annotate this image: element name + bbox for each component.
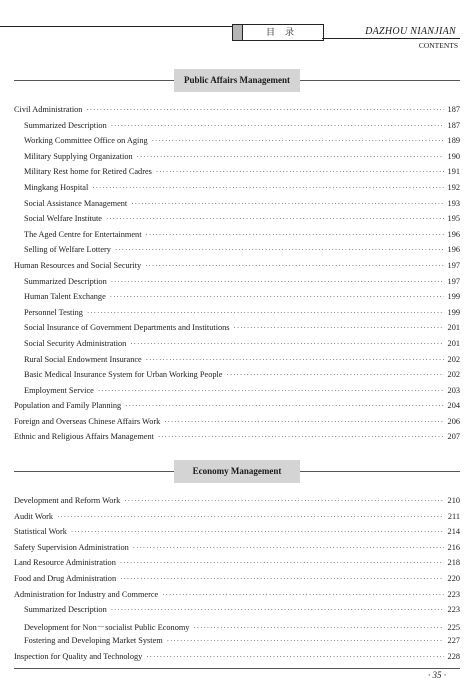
toc-dot-leader (164, 418, 443, 426)
toc-entry-title: Personnel Testing (24, 307, 83, 317)
toc-entry-title: Food and Drug Administration (14, 573, 117, 583)
toc-entry[interactable] (14, 339, 460, 355)
section-header-economy (0, 460, 474, 483)
toc-dot-leader (124, 497, 443, 505)
toc-entry-page: 225 (447, 622, 460, 632)
toc-entry[interactable] (14, 401, 460, 417)
toc-entry-title: Civil Administration (14, 105, 83, 114)
toc-dot-leader (106, 215, 444, 223)
toc-entry-page: 199 (447, 307, 460, 317)
toc-entry-page: 207 (447, 432, 460, 442)
toc-entry-title: Administration for Industry and Commerce (14, 589, 159, 599)
toc-entry[interactable] (14, 183, 460, 199)
toc-entry[interactable] (14, 652, 460, 668)
toc-entry-title: Summarized Description (24, 605, 107, 615)
toc-entry[interactable] (14, 261, 460, 277)
toc-entry[interactable] (14, 386, 460, 402)
toc-entry-title: Military Supplying Organization (24, 151, 133, 161)
toc-public-affairs (14, 105, 460, 448)
toc-entry-page: 220 (447, 573, 460, 583)
toc-entry-title: Land Resource Administration (14, 558, 116, 568)
toc-dot-leader (167, 637, 444, 645)
toc-entry[interactable] (14, 574, 460, 590)
toc-entry-title: Human Talent Exchange (24, 292, 106, 302)
toc-dot-leader (146, 231, 444, 239)
toc-entry-page: 218 (447, 558, 460, 568)
toc-entry-title: Employment Service (24, 385, 94, 395)
toc-entry-page: 196 (447, 229, 460, 239)
toc-entry-page: 204 (447, 401, 460, 411)
toc-entry-title: Development for Non－socialist Public Economy (24, 622, 190, 632)
toc-entry-title: Human Resources and Social Security (14, 260, 142, 270)
toc-entry-page: 216 (447, 542, 460, 552)
toc-entry-page: 223 (447, 589, 460, 599)
running-subtitle: CONTENTS (418, 41, 458, 50)
toc-dot-leader (125, 402, 443, 410)
toc-dot-leader (158, 433, 444, 441)
toc-entry[interactable] (14, 527, 460, 543)
toc-entry[interactable] (14, 214, 460, 230)
toc-entry-title: Ethnic and Religious Affairs Management (14, 432, 154, 442)
toc-dot-leader (145, 262, 443, 270)
toc-dot-leader (152, 137, 444, 145)
toc-entry-page: 197 (447, 260, 460, 270)
header-chinese-title: 目录 (265, 27, 304, 37)
toc-entry[interactable] (14, 105, 460, 121)
toc-entry-title: Basic Medical Insurance System for Urban Working People (24, 370, 223, 380)
toc-entry-page: 189 (447, 136, 460, 146)
toc-entry[interactable] (14, 323, 460, 339)
toc-entry-title: Social Insurance of Government Departments and Institutions (24, 323, 230, 333)
toc-dot-leader (92, 184, 443, 192)
toc-entry-title: Development and Reform Work (14, 496, 121, 505)
toc-entry[interactable] (14, 292, 460, 308)
section-header-public-affairs (0, 69, 474, 92)
toc-entry-page: 201 (447, 338, 460, 348)
toc-entry[interactable] (14, 167, 460, 183)
header-chinese-box (232, 24, 324, 41)
toc-entry-title: Statistical Work (14, 527, 67, 537)
toc-entry[interactable] (14, 277, 460, 293)
toc-dot-leader (86, 106, 443, 114)
toc-entry-page: 227 (447, 636, 460, 646)
toc-entry[interactable] (14, 370, 460, 386)
toc-entry-title: Social Welfare Institute (24, 214, 102, 224)
toc-entry[interactable] (14, 512, 460, 528)
toc-entry-title: Population and Family Planning (14, 401, 122, 411)
toc-entry-page: 190 (447, 151, 460, 161)
toc-entry-page: 191 (447, 167, 460, 177)
toc-entry[interactable] (14, 152, 460, 168)
toc-entry[interactable] (14, 136, 460, 152)
running-title: DAZHOU NIANJIAN (365, 26, 456, 37)
toc-entry-title: Safety Supervision Administration (14, 542, 129, 552)
toc-dot-leader (227, 371, 444, 379)
toc-dot-leader (120, 575, 443, 583)
toc-entry-title: Working Committee Office on Aging (24, 136, 148, 146)
toc-entry-title: Foreign and Overseas Chinese Affairs Work (14, 416, 161, 426)
toc-entry-page: 199 (447, 292, 460, 302)
toc-dot-leader (57, 513, 444, 521)
toc-entry-title: The Aged Centre for Entertainment (24, 229, 142, 239)
toc-dot-leader (110, 293, 444, 301)
toc-dot-leader (133, 544, 444, 552)
toc-entry-page: 201 (447, 323, 460, 333)
toc-entry[interactable] (14, 230, 460, 246)
toc-entry[interactable] (14, 308, 460, 324)
toc-entry-page: 203 (447, 385, 460, 395)
toc-entry[interactable] (14, 496, 460, 512)
toc-entry-page: 228 (447, 651, 460, 661)
toc-dot-leader (111, 278, 444, 286)
toc-entry-title: Mingkang Hospital (24, 182, 89, 192)
toc-dot-leader (156, 168, 444, 176)
toc-entry[interactable] (14, 432, 460, 448)
toc-dot-leader (234, 324, 444, 332)
header-rule-right (322, 38, 460, 39)
toc-entry-title: Audit Work (14, 511, 54, 521)
toc-entry[interactable] (14, 590, 460, 606)
toc-dot-leader (71, 528, 444, 536)
toc-entry-title: Military Rest home for Retired Cadres (24, 167, 152, 177)
toc-dot-leader (120, 559, 444, 567)
section-title: Public Affairs Management (174, 69, 300, 92)
toc-entry-page: 210 (447, 496, 460, 505)
toc-dot-leader (87, 309, 444, 317)
toc-dot-leader (193, 624, 443, 632)
toc-dot-leader (111, 606, 444, 614)
toc-entry-title: Inspection for Quality and Technology (14, 651, 143, 661)
toc-entry-title: Summarized Description (24, 276, 107, 286)
toc-entry-page: 196 (447, 245, 460, 255)
toc-dot-leader (98, 387, 444, 395)
toc-entry[interactable] (14, 199, 460, 215)
toc-entry[interactable] (14, 121, 460, 137)
toc-entry-page: 214 (447, 527, 460, 537)
section-title: Economy Management (174, 460, 300, 483)
toc-entry-page: 223 (447, 605, 460, 615)
toc-dot-leader (131, 200, 443, 208)
toc-entry-page: 202 (447, 370, 460, 380)
toc-entry-page: 187 (447, 105, 460, 114)
toc-entry-page: 211 (447, 511, 460, 521)
toc-entry-title: Social Security Administration (24, 338, 127, 348)
header-rule-left (0, 26, 238, 27)
page-number: · 35 · (412, 670, 462, 680)
toc-entry[interactable] (14, 355, 460, 371)
toc-entry[interactable] (14, 417, 460, 433)
toc-entry-page: 192 (447, 182, 460, 192)
header-box-shade (233, 25, 243, 40)
toc-dot-leader (115, 246, 444, 254)
toc-entry[interactable] (14, 621, 460, 637)
toc-entry-title: Summarized Description (24, 120, 107, 130)
toc-dot-leader (137, 153, 444, 161)
toc-economy (14, 496, 460, 668)
toc-entry[interactable] (14, 636, 460, 652)
toc-entry-page: 193 (447, 198, 460, 208)
toc-entry-title: Selling of Welfare Lottery (24, 245, 111, 255)
toc-dot-leader (146, 356, 444, 364)
toc-entry-page: 195 (447, 214, 460, 224)
toc-dot-leader (162, 591, 443, 599)
toc-entry-page: 202 (447, 354, 460, 364)
toc-entry-page: 187 (447, 120, 460, 130)
toc-entry[interactable] (14, 558, 460, 574)
toc-entry-page: 206 (447, 416, 460, 426)
toc-entry-page: 197 (447, 276, 460, 286)
toc-entry-title: Social Assistance Management (24, 198, 128, 208)
toc-entry-title: Fostering and Developing Market System (24, 636, 163, 646)
toc-entry[interactable] (14, 605, 460, 621)
toc-entry-title: Rural Social Endowment Insurance (24, 354, 142, 364)
toc-dot-leader (146, 653, 443, 661)
toc-entry[interactable] (14, 543, 460, 559)
toc-dot-leader (130, 340, 443, 348)
toc-entry[interactable] (14, 245, 460, 261)
toc-dot-leader (111, 122, 444, 130)
footer-rule (14, 668, 460, 669)
